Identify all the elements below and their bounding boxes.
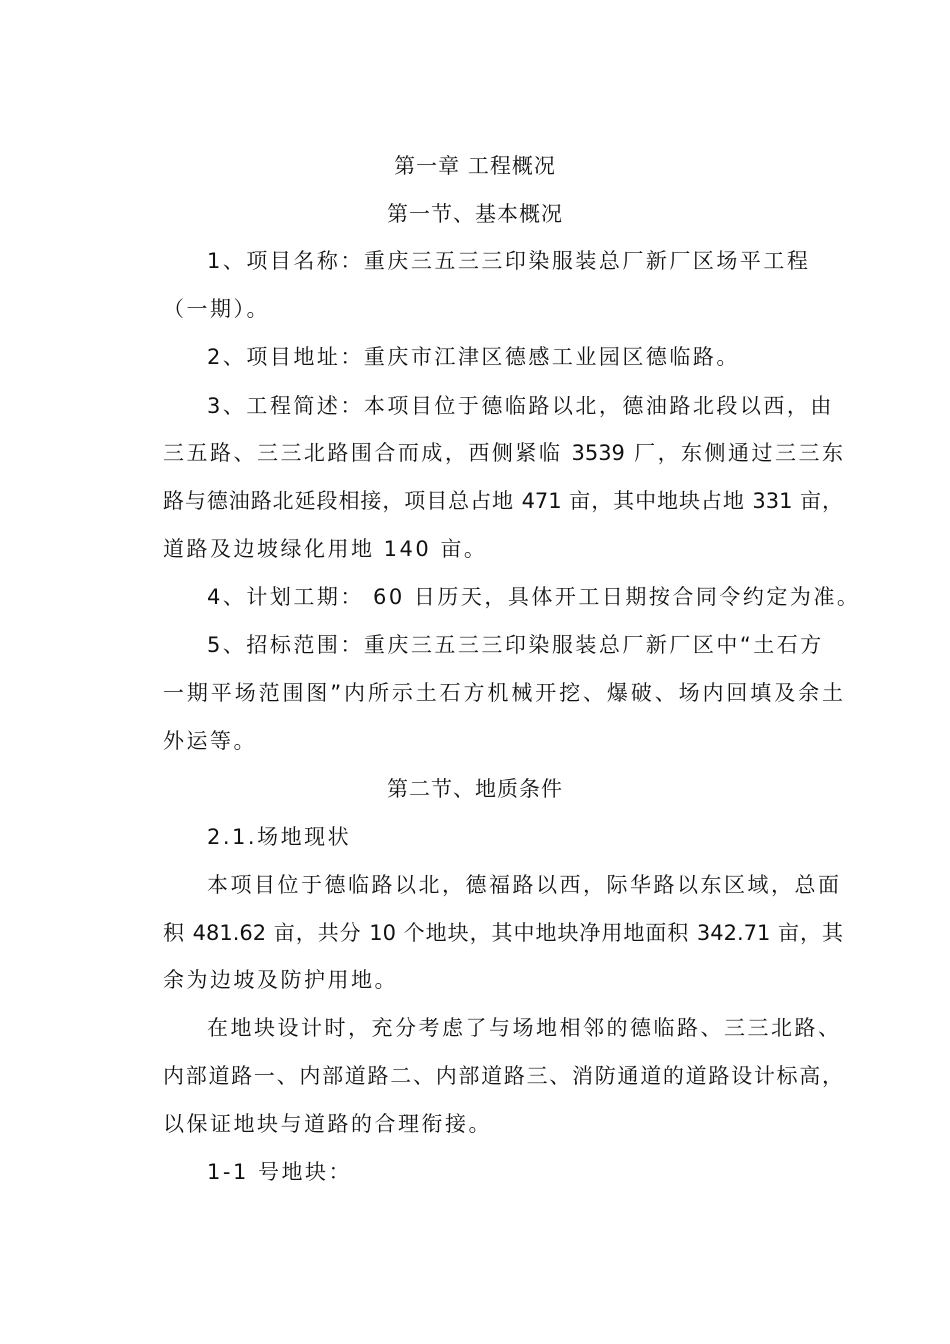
para-2-line-1: 在地块设计时，充分考虑了与场地相邻的德临路、三三北路、 [207, 1016, 842, 1040]
para-1-line-3: 余为边坡及防护用地。 [163, 968, 398, 992]
item-1-line-1: 1、项目名称：重庆三五三三印染服装总厂新厂区场平工程 [207, 249, 811, 273]
para-1-line-1: 本项目位于德临路以北，德福路以西，际华路以东区域，总面 [207, 873, 842, 897]
item-3-line-3: 路与德油路北延段相接，项目总占地 471 亩，其中地块占地 331 亩， [163, 489, 843, 513]
chapter-title: 第一章 工程概况 [394, 154, 556, 178]
item-5-line-2: 一期平场范围图”内所示土石方机械开挖、爆破、场内回填及余土 [163, 681, 843, 705]
item-3-line-2: 三五路、三三北路围合而成，西侧紧临 3539 厂，东侧通过三三东 [163, 441, 843, 465]
item-1-line-2: （一期）。 [163, 297, 270, 321]
para-2-line-3: 以保证地块与道路的合理衔接。 [163, 1112, 492, 1136]
section-heading-geology: 第二节、地质条件 [387, 777, 563, 801]
item-3-line-4: 道路及边坡绿化用地 140 亩。 [163, 537, 488, 561]
section-heading-basic: 第一节、基本概况 [387, 202, 563, 226]
item-4-line-1: 4、计划工期： 60 日历天，具体开工日期按合同令约定为准。 [207, 585, 861, 609]
sub-heading-site-status: 2.1.场地现状 [207, 825, 352, 849]
item-2-line-1: 2、项目地址：重庆市江津区德感工业园区德临路。 [207, 345, 740, 369]
item-3-line-1: 3、工程简述：本项目位于德临路以北，德油路北段以西，由 [207, 394, 834, 418]
plot-label: 1-1 号地块： [207, 1160, 352, 1184]
item-5-line-3: 外运等。 [163, 729, 257, 753]
item-5-line-1: 5、招标范围：重庆三五三三印染服装总厂新厂区中“土石方 [207, 633, 824, 657]
para-1-line-2: 积 481.62 亩，共分 10 个地块，其中地块净用地面积 342.71 亩，其 [163, 921, 843, 945]
para-2-line-2: 内部道路一、内部道路二、内部道路三、消防通道的道路设计标高， [163, 1064, 843, 1088]
